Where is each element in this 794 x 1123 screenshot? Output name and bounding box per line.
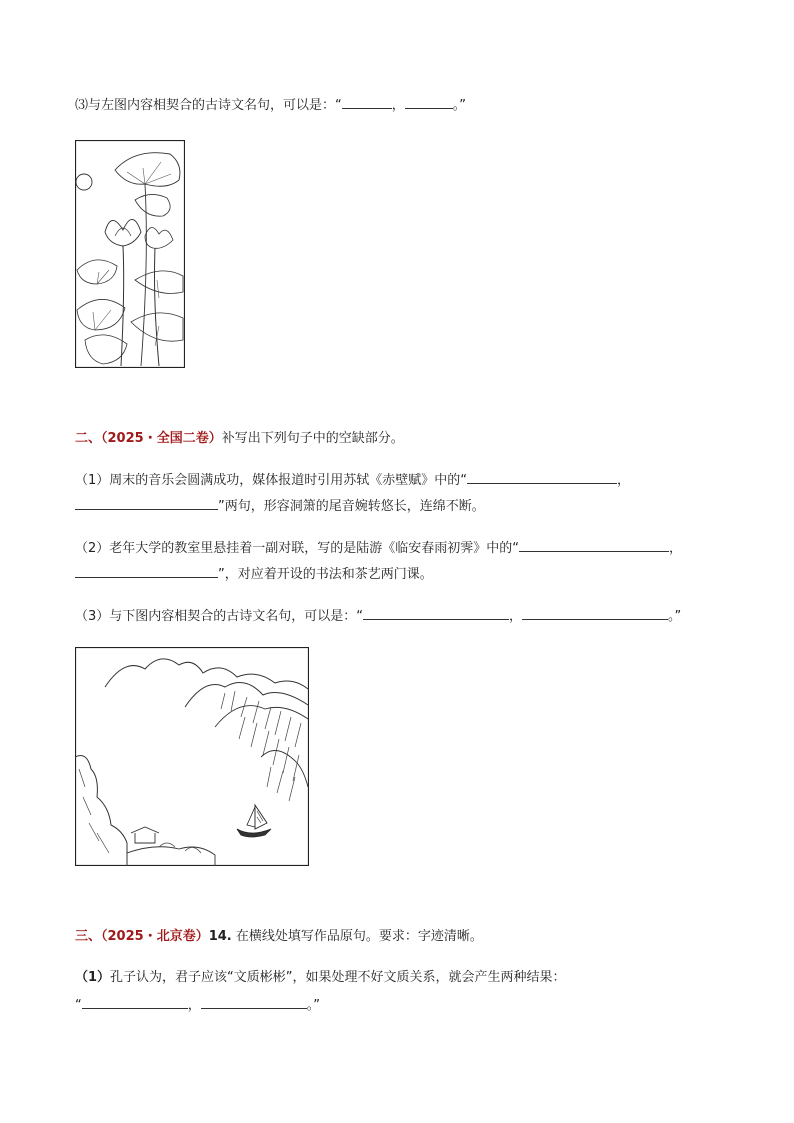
lotus-drawing <box>75 140 185 368</box>
section-3-heading <box>75 928 483 946</box>
section-3-instruction: 在横线处填写作品原句。要求：字迹清晰。 <box>235 929 483 944</box>
answer-blank[interactable] <box>467 471 617 484</box>
answer-blank[interactable] <box>75 565 218 578</box>
answer-blank[interactable] <box>405 96 453 109</box>
landscape-illustration <box>75 647 309 866</box>
answer-blank[interactable] <box>522 607 668 620</box>
answer-blank[interactable] <box>82 996 188 1009</box>
question-3-1-line1: （1）孔子认为，君子应该“文质彬彬”，如果处理不好文质关系，就会产生两种结果： <box>75 970 566 985</box>
question-2-2-line1: （2）老年大学的教室里悬挂着一副对联，写的是陆游《临安春雨初霁》中的“ ， <box>75 541 683 556</box>
question-2-3: （3）与下图内容相契合的古诗文名句，可以是：“ ， 。” <box>75 609 682 624</box>
section-3-source: （2025・北京卷） <box>101 929 209 944</box>
section-2-number: 二、 <box>75 431 102 446</box>
lotus-illustration <box>75 140 185 368</box>
section-2-heading <box>75 430 404 448</box>
question-prev-3: ⑶与左图内容相契合的古诗文名句，可以是：“ ， 。” <box>75 98 467 113</box>
answer-blank[interactable] <box>342 96 392 109</box>
question-prev-3-prefix: ⑶与左图内容相契合的古诗文名句，可以是：“ <box>75 98 342 113</box>
landscape-drawing <box>75 647 309 866</box>
question-number: 14. <box>208 929 232 944</box>
answer-blank[interactable] <box>519 539 669 552</box>
question-2-1-line1: （1）周末的音乐会圆满成功，媒体报道时引用苏轼《赤壁赋》中的“ ， <box>75 473 631 488</box>
section-2-instruction: 补写出下列句子中的空缺部分。 <box>221 431 404 446</box>
answer-blank[interactable] <box>363 607 509 620</box>
section-3-number: 三、 <box>75 929 102 944</box>
question-3-1-line2: “ ， 。” <box>75 998 321 1013</box>
question-2-2-line2: ”，对应着开设的书法和茶艺两门课。 <box>75 565 433 584</box>
question-2-1-line2: ”两句，形容洞箫的尾音婉转悠长，连绵不断。 <box>75 497 485 516</box>
answer-blank[interactable] <box>75 497 218 510</box>
answer-blank[interactable] <box>201 996 307 1009</box>
section-2-source: （2025・全国二卷） <box>101 431 222 446</box>
